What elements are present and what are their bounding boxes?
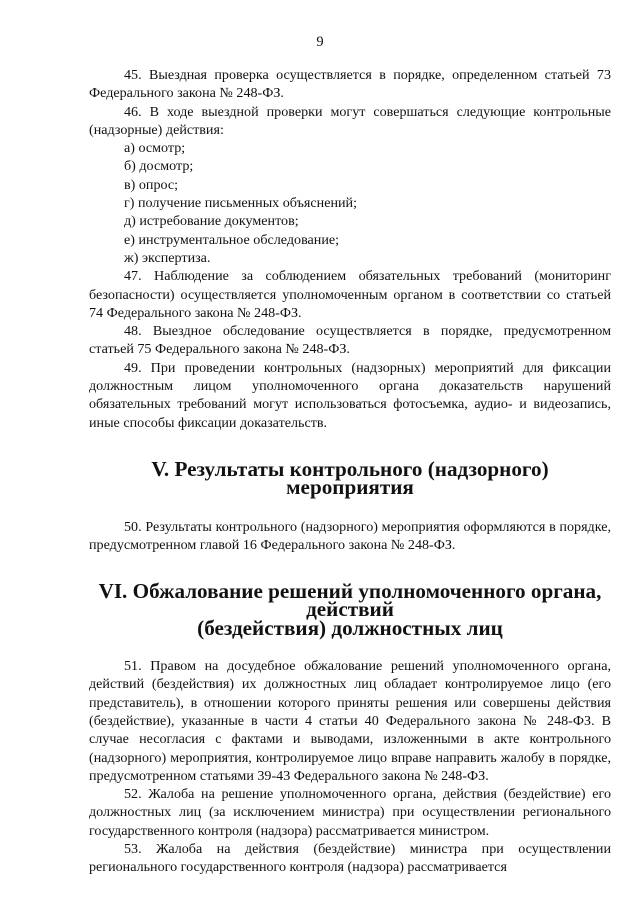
paragraph-47: 47. Наблюдение за соблюдением обязательных требований (мониторинг безопасности) осуществляется уполномоченным органом в соответствии со статьей 74 Федерального закона № 248-ФЗ. <box>89 268 611 321</box>
list-item: е) инструментальное обследование; <box>124 231 340 248</box>
document-body <box>89 66 611 877</box>
section-6-heading <box>89 579 611 640</box>
list-item: ж) экспертиза. <box>124 249 211 266</box>
list-item: в) опрос; <box>124 176 179 193</box>
paragraph-49: 49. При проведении контрольных (надзорных) мероприятий для фиксации должностным лицом уполномоченного органа доказательств нарушений обязательных требований могут использоваться фотосъемка, аудио- и видеозапись, иные способы фиксации доказательств. <box>89 359 611 431</box>
paragraph-46: 46. В ходе выездной проверки могут совершаться следующие контрольные (надзорные) действия: <box>89 103 611 138</box>
list-item: а) осмотр; <box>124 140 186 157</box>
list-item: г) получение письменных объяснений; <box>124 195 357 212</box>
list-item: д) истребование документов; <box>124 213 299 230</box>
paragraph-50: 50. Результаты контрольного (надзорного) мероприятия оформляются в порядке, предусмотренном главой 16 Федерального закона № 248-ФЗ. <box>89 518 611 553</box>
page-number: 9 <box>316 34 324 50</box>
paragraph-45: 45. Выездная проверка осуществляется в порядке, определенном статьей 73 Федерального закона № 248-ФЗ. <box>89 67 611 102</box>
section-6-heading-line1: VI. Обжалование решений уполномоченного органа, действий <box>98 579 602 622</box>
list-item: б) досмотр; <box>124 158 194 175</box>
paragraph-53: 53. Жалоба на действия (бездействие) министра при осуществлении регионального государственного контроля (надзора) рассматривается <box>89 840 611 876</box>
paragraph-48: 48. Выездное обследование осуществляется в порядке, предусмотренном статьей 75 Федерального закона № 248-ФЗ. <box>89 323 611 358</box>
section-5-heading: V. Результаты контрольного (надзорного) мероприятия <box>151 456 549 500</box>
inspection-actions-list <box>89 139 611 267</box>
paragraph-52: 52. Жалоба на решение уполномоченного органа, действия (бездействие) его должностных лиц (за исключением министра) при осуществлении регионального государственного контроля (надзора) рассматривается министром. <box>89 786 611 839</box>
section-6-heading-line2: (бездействия) должностных лиц <box>197 615 503 640</box>
paragraph-51: 51. Правом на досудебное обжалование решений уполномоченного органа, действий (бездействия) их должностных лиц обладает контролируемое лицо (его представитель), в отношении которого приняты решения или совершены действия (бездействие), указанные в части 4 статьи 40 Федерального закона № 248-ФЗ. В случае несогласия с фактами и выводами, изложенными в акте контрольного (надзорного) мероприятия, контролируемое лицо вправе направить жалобу в порядке, предусмотренном статьями 39-43 Федерального закона № 248-ФЗ. <box>89 658 611 784</box>
